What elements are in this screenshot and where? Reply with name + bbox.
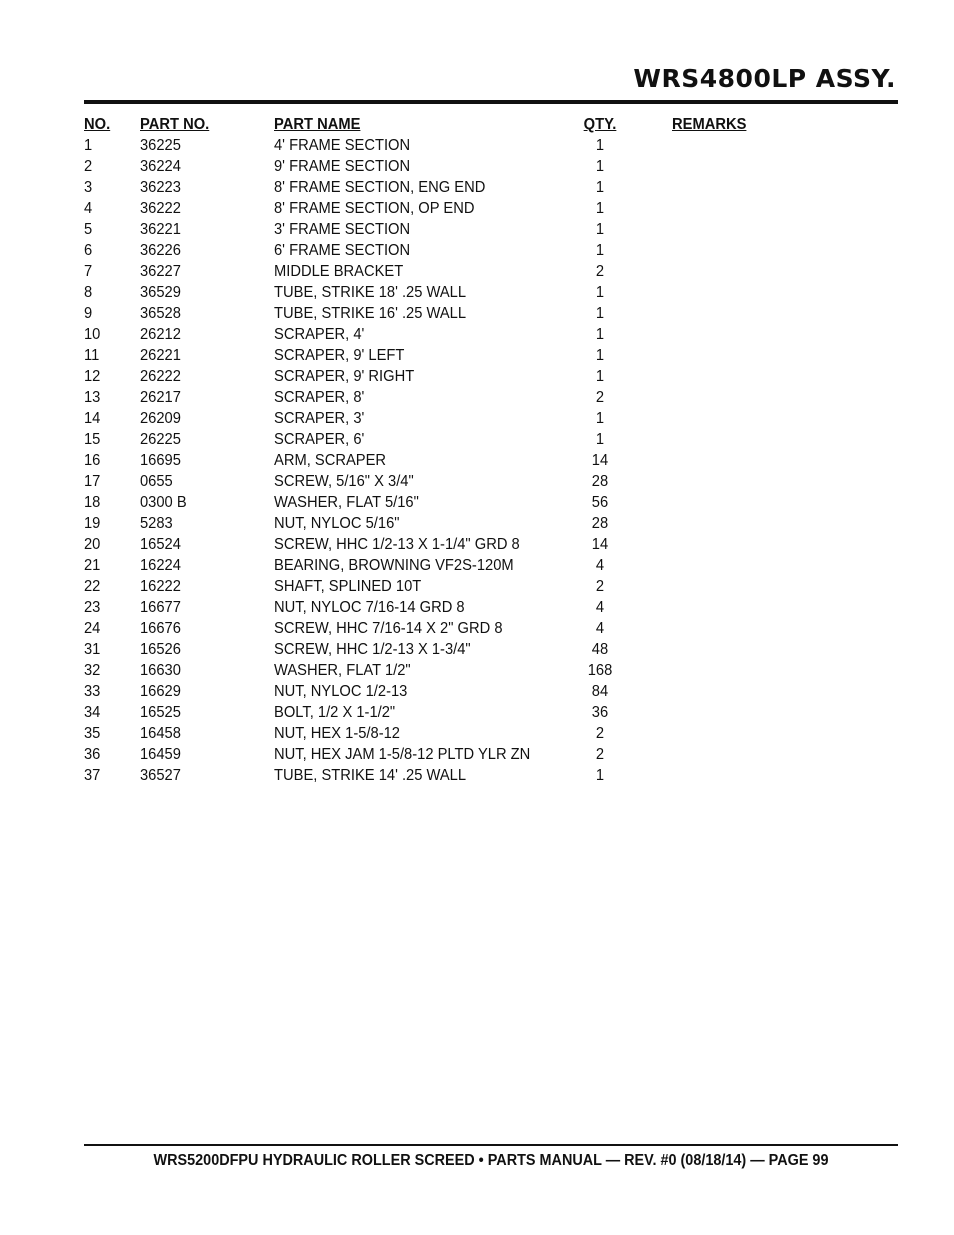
row-part-name: 9' FRAME SECTION: [274, 158, 411, 175]
table-row: [84, 765, 898, 786]
row-qty: 28: [591, 515, 609, 532]
row-qty: 1: [595, 305, 605, 322]
row-part-no: 36528: [140, 305, 181, 322]
row-part-name: NUT, NYLOC 5/16": [274, 515, 400, 532]
table-row: [84, 492, 898, 513]
table-row: [84, 219, 898, 240]
table-row: [84, 261, 898, 282]
row-part-name: BOLT, 1/2 X 1-1/2": [274, 704, 396, 721]
row-part-no: 16459: [140, 746, 181, 763]
row-no: 3: [84, 179, 93, 196]
row-part-no: 36222: [140, 200, 181, 217]
row-part-name: SCRAPER, 9' RIGHT: [274, 368, 415, 385]
row-part-no: 16677: [140, 599, 181, 616]
row-part-name: NUT, HEX JAM 1-5/8-12 PLTD YLR ZN: [274, 746, 531, 763]
row-part-name: 6' FRAME SECTION: [274, 242, 411, 259]
row-part-name: SCRAPER, 8': [274, 389, 365, 406]
row-part-no: 16695: [140, 452, 181, 469]
row-part-no: 36227: [140, 263, 181, 280]
row-part-name: SCRAPER, 3': [274, 410, 365, 427]
row-qty: 168: [587, 662, 613, 679]
row-part-no: 16629: [140, 683, 181, 700]
table-row: [84, 135, 898, 156]
row-part-name: SHAFT, SPLINED 10T: [274, 578, 422, 595]
table-row: [84, 702, 898, 723]
footer-divider: [84, 1144, 898, 1146]
row-part-no: 0300 B: [140, 494, 187, 511]
table-row: [84, 576, 898, 597]
table-row: [84, 744, 898, 765]
row-part-no: 26222: [140, 368, 181, 385]
row-no: 8: [84, 284, 93, 301]
row-no: 21: [84, 557, 101, 574]
table-row: [84, 450, 898, 471]
row-part-name: 8' FRAME SECTION, OP END: [274, 200, 475, 217]
row-part-no: 36529: [140, 284, 181, 301]
table-row: [84, 198, 898, 219]
row-part-no: 36225: [140, 137, 181, 154]
table-row: [84, 639, 898, 660]
row-no: 12: [84, 368, 101, 385]
row-qty: 1: [595, 326, 605, 343]
row-part-no: 26221: [140, 347, 181, 364]
row-part-no: 16458: [140, 725, 181, 742]
row-no: 32: [84, 662, 101, 679]
row-qty: 1: [595, 347, 605, 364]
table-row: [84, 597, 898, 618]
row-part-name: TUBE, STRIKE 16' .25 WALL: [274, 305, 467, 322]
row-qty: 2: [595, 263, 605, 280]
table-row: [84, 660, 898, 681]
row-part-name: SCREW, HHC 1/2-13 X 1-1/4" GRD 8: [274, 536, 520, 553]
table-row: [84, 681, 898, 702]
row-part-no: 0655: [140, 473, 173, 490]
row-no: 17: [84, 473, 101, 490]
table-row: [84, 324, 898, 345]
table-row: [84, 534, 898, 555]
table-row: [84, 471, 898, 492]
row-part-name: SCRAPER, 9' LEFT: [274, 347, 405, 364]
row-no: 18: [84, 494, 101, 511]
row-no: 16: [84, 452, 101, 469]
row-no: 34: [84, 704, 101, 721]
row-qty: 4: [595, 599, 605, 616]
row-part-name: SCRAPER, 6': [274, 431, 365, 448]
table-row: [84, 303, 898, 324]
header-part-no: PART NO.: [140, 116, 210, 133]
header-no: NO.: [84, 116, 111, 133]
row-part-name: SCREW, 5/16" X 3/4": [274, 473, 414, 490]
row-part-no: 36221: [140, 221, 181, 238]
row-no: 10: [84, 326, 101, 343]
row-no: 13: [84, 389, 101, 406]
row-part-no: 26217: [140, 389, 181, 406]
row-no: 11: [84, 347, 100, 364]
row-qty: 1: [595, 284, 605, 301]
row-part-no: 16676: [140, 620, 181, 637]
row-part-no: 26209: [140, 410, 181, 427]
header-remarks: REMARKS: [672, 116, 747, 133]
table-row: [84, 513, 898, 534]
row-part-no: 16222: [140, 578, 181, 595]
row-part-name: ARM, SCRAPER: [274, 452, 387, 469]
row-no: 19: [84, 515, 101, 532]
table-row: [84, 429, 898, 450]
table-row: [84, 618, 898, 639]
row-part-no: 16526: [140, 641, 181, 658]
row-part-name: NUT, NYLOC 7/16-14 GRD 8: [274, 599, 465, 616]
row-part-no: 16224: [140, 557, 181, 574]
row-qty: 2: [595, 389, 605, 406]
row-part-no: 16525: [140, 704, 181, 721]
row-part-name: TUBE, STRIKE 14' .25 WALL: [274, 767, 467, 784]
row-no: 14: [84, 410, 101, 427]
row-no: 35: [84, 725, 101, 742]
row-no: 20: [84, 536, 101, 553]
row-qty: 4: [595, 557, 605, 574]
page-title: WRS4800LP ASSY.: [633, 64, 896, 93]
row-part-name: 4' FRAME SECTION: [274, 137, 411, 154]
row-qty: 1: [595, 200, 605, 217]
row-no: 6: [84, 242, 93, 259]
row-part-name: NUT, NYLOC 1/2-13: [274, 683, 408, 700]
row-qty: 14: [591, 452, 609, 469]
row-part-name: SCREW, HHC 7/16-14 X 2" GRD 8: [274, 620, 503, 637]
row-part-name: BEARING, BROWNING VF2S-120M: [274, 557, 514, 574]
row-qty: 1: [595, 410, 605, 427]
row-part-no: 36223: [140, 179, 181, 196]
row-qty: 1: [595, 242, 605, 259]
row-part-name: WASHER, FLAT 5/16": [274, 494, 419, 511]
row-part-no: 36527: [140, 767, 181, 784]
page-footer: WRS5200DFPU HYDRAULIC ROLLER SCREED • PARTS MANUAL — REV. #0 (08/18/14) — PAGE 99: [153, 1152, 829, 1169]
table-row: [84, 555, 898, 576]
row-part-name: 8' FRAME SECTION, ENG END: [274, 179, 486, 196]
table-row: [84, 723, 898, 744]
row-part-no: 16630: [140, 662, 181, 679]
row-qty: 2: [595, 746, 605, 763]
title-divider: [84, 100, 898, 104]
row-part-no: 5283: [140, 515, 173, 532]
row-no: 24: [84, 620, 101, 637]
row-qty: 2: [595, 578, 605, 595]
row-qty: 1: [595, 767, 605, 784]
row-qty: 1: [595, 137, 605, 154]
table-row: [84, 282, 898, 303]
header-qty: QTY.: [583, 116, 617, 133]
row-no: 9: [84, 305, 93, 322]
table-row: [84, 345, 898, 366]
row-no: 7: [84, 263, 93, 280]
row-no: 37: [84, 767, 101, 784]
row-no: 15: [84, 431, 101, 448]
row-no: 36: [84, 746, 101, 763]
row-no: 23: [84, 599, 101, 616]
row-part-name: WASHER, FLAT 1/2": [274, 662, 411, 679]
table-row: [84, 366, 898, 387]
row-qty: 1: [595, 431, 605, 448]
row-part-name: SCREW, HHC 1/2-13 X 1-3/4": [274, 641, 471, 658]
row-no: 5: [84, 221, 93, 238]
row-no: 31: [84, 641, 101, 658]
row-part-name: MIDDLE BRACKET: [274, 263, 404, 280]
table-row: [84, 408, 898, 429]
row-no: 33: [84, 683, 101, 700]
row-qty: 1: [595, 221, 605, 238]
row-qty: 56: [591, 494, 609, 511]
row-part-no: 36226: [140, 242, 181, 259]
parts-table: [84, 114, 898, 786]
table-header-row: [84, 114, 898, 135]
row-qty: 1: [595, 158, 605, 175]
row-no: 22: [84, 578, 101, 595]
row-qty: 14: [591, 536, 609, 553]
row-no: 2: [84, 158, 93, 175]
row-part-name: NUT, HEX 1-5/8-12: [274, 725, 400, 742]
header-part-name: PART NAME: [274, 116, 361, 133]
row-qty: 1: [595, 368, 605, 385]
table-row: [84, 240, 898, 261]
row-part-name: SCRAPER, 4': [274, 326, 365, 343]
row-qty: 4: [595, 620, 605, 637]
row-no: 1: [84, 137, 93, 154]
table-body: [84, 135, 898, 786]
row-qty: 36: [591, 704, 609, 721]
row-qty: 2: [595, 725, 605, 742]
row-no: 4: [84, 200, 93, 217]
row-part-no: 26225: [140, 431, 181, 448]
row-qty: 1: [595, 179, 605, 196]
row-qty: 84: [591, 683, 609, 700]
row-part-name: TUBE, STRIKE 18' .25 WALL: [274, 284, 467, 301]
row-qty: 48: [591, 641, 609, 658]
row-part-name: 3' FRAME SECTION: [274, 221, 411, 238]
row-part-no: 16524: [140, 536, 181, 553]
table-row: [84, 177, 898, 198]
row-part-no: 36224: [140, 158, 181, 175]
table-row: [84, 156, 898, 177]
row-part-no: 26212: [140, 326, 181, 343]
table-row: [84, 387, 898, 408]
row-qty: 28: [591, 473, 609, 490]
